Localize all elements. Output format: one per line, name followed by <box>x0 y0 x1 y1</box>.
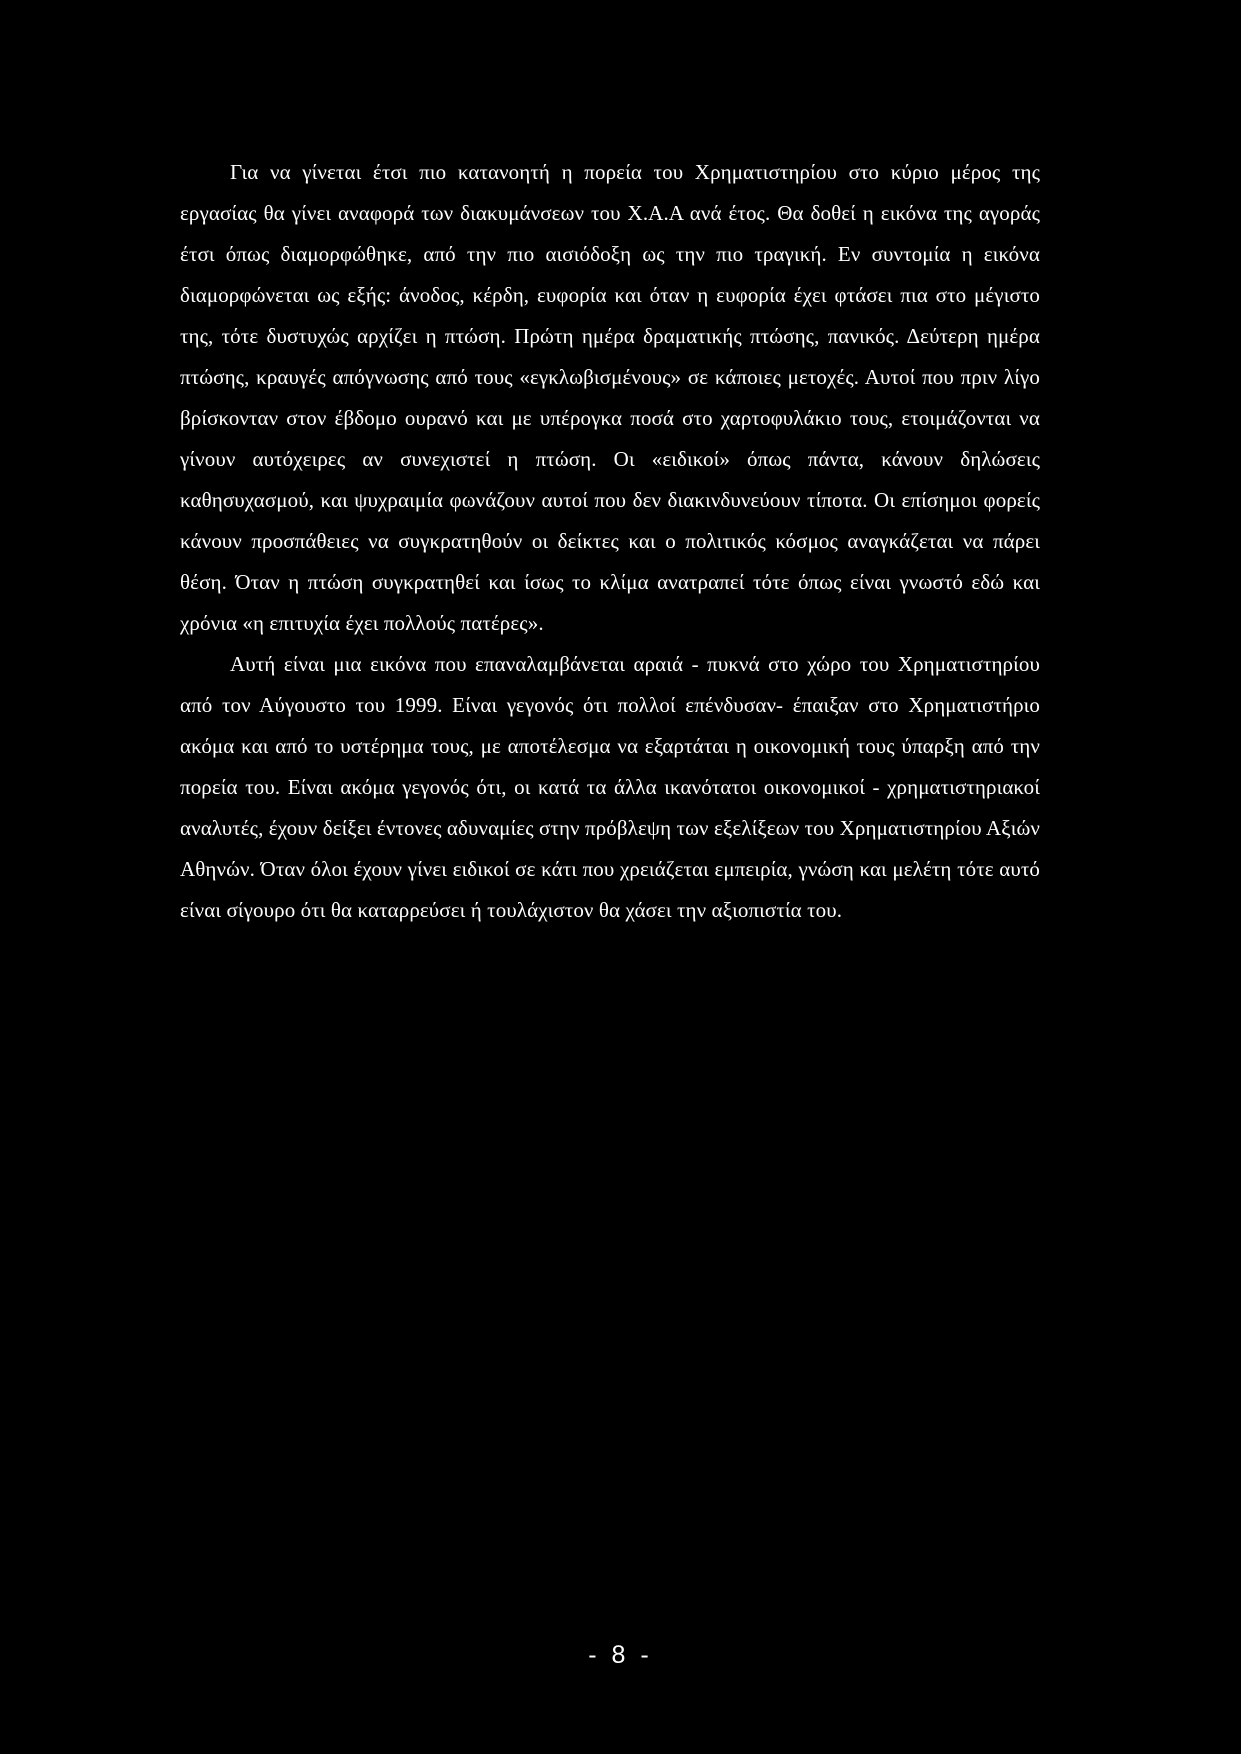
body-text <box>180 152 1040 931</box>
paragraph-1: Για να γίνεται έτσι πιο κατανοητή η πορεία του Χρηματιστηρίου στο κύριο μέρος της εργασίας θα γίνει αναφορά των διακυμάνσεων του Χ.Α.Α ανά έτος. Θα δοθεί η εικόνα της αγοράς έτσι όπως διαμορφώθηκε, από την πιο αισιόδοξη ως την πιο τραγική. Εν συντομία η εικόνα διαμορφώνεται ως εξής: άνοδος, κέρδη, ευφορία και όταν η ευφορία έχει φτάσει πια στο μέγιστο της, τότε δυστυχώς αρχίζει η πτώση. Πρώτη ημέρα δραματικής πτώσης, πανικός. Δεύτερη ημέρα πτώσης, κραυγές απόγνωσης από τους «εγκλωβισμένους» σε κάποιες μετοχές. Αυτοί που πριν λίγο βρίσκονταν στον έβδομο ουρανό και με υπέρογκα ποσά στο χαρτοφυλάκιο τους, ετοιμάζονται να γίνουν αυτόχειρες αν συνεχιστεί η πτώση. Οι «ειδικοί» όπως πάντα, κάνουν δηλώσεις καθησυχασμού, και ψυχραιμία φωνάζουν αυτοί που δεν διακινδυνεύουν τίποτα. Οι επίσημοι φορείς κάνουν προσπάθειες να συγκρατηθούν οι δείκτες και ο πολιτικός κόσμος αναγκάζεται να πάρει θέση. Όταν η πτώση συγκρατηθεί και ίσως το κλίμα ανατραπεί τότε όπως είναι γνωστό εδώ και χρόνια «η επιτυχία έχει πολλούς πατέρες». <box>180 160 1040 635</box>
paragraph-2: Αυτή είναι μια εικόνα που επαναλαμβάνεται αραιά - πυκνά στο χώρο του Χρηματιστηρίου από τον Αύγουστο του 1999. Είναι γεγονός ότι πολλοί επένδυσαν- έπαιξαν στο Χρηματιστήριο ακόμα και από το υστέρημα τους, με αποτέλεσμα να εξαρτάται η οικονομική τους ύπαρξη από την πορεία του. Είναι ακόμα γεγονός ότι, οι κατά τα άλλα ικανότατοι οικονομικοί - χρηματιστηριακοί αναλυτές, έχουν δείξει έντονες αδυναμίες στην πρόβλεψη των εξελίξεων του Χρηματιστηρίου Αξιών Αθηνών. Όταν όλοι έχουν γίνει ειδικοί σε κάτι που χρειάζεται εμπειρία, γνώση και μελέτη τότε αυτό είναι σίγουρο ότι θα καταρρεύσει ή τουλάχιστον θα χάσει την αξιοπιστία του. <box>180 652 1040 922</box>
page-number: - 8 - <box>588 1641 653 1669</box>
